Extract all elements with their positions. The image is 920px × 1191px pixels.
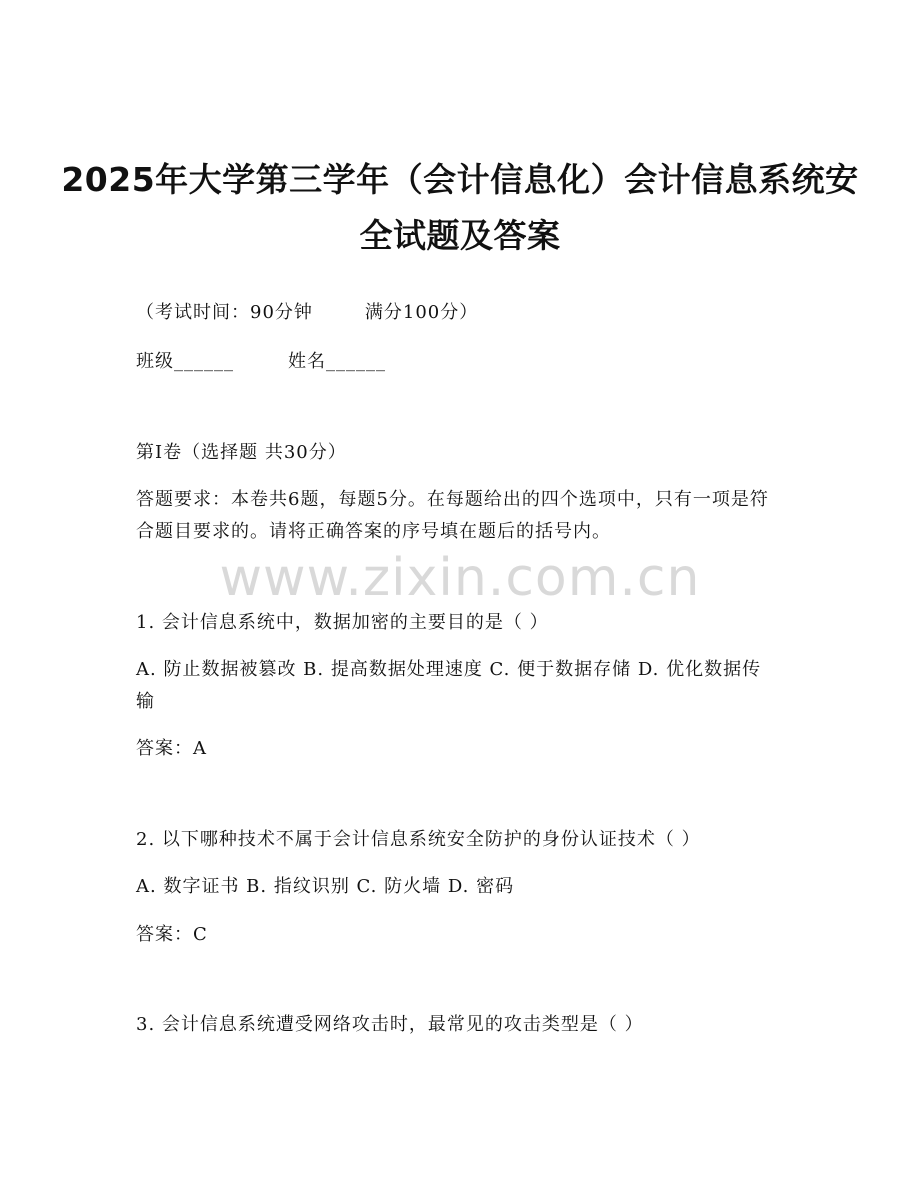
question-2-stem: 2. 以下哪种技术不属于会计信息系统安全防护的身份认证技术（ ） [136,829,701,850]
section-heading: 第I卷（选择题 共30分） [136,442,347,463]
exam-info [136,297,478,329]
question-1-answer: 答案：A [136,738,207,759]
watermark: www.zixin.com.cn [219,548,701,608]
full-score: 满分100分） [364,302,479,323]
question-2-options: A. 数字证书 B. 指纹识别 C. 防火墙 D. 密码 [136,876,515,897]
name-field-label: 姓名______ [288,351,386,372]
question-3-stem: 3. 会计信息系统遭受网络攻击时，最常见的攻击类型是（ ） [136,1014,644,1035]
question-2-answer: 答案：C [136,924,208,945]
instructions: 答题要求：本卷共6题，每题5分。在每题给出的四个选项中，只有一项是符合题目要求的。请将正确答案的序号填在题后的括号内。 [136,489,769,542]
exam-time: （考试时间：90分钟 [136,302,313,323]
question-1-options: A. 防止数据被篡改 B. 提高数据处理速度 C. 便于数据存储 D. 优化数据传输 [136,659,762,712]
student-info [136,346,386,378]
class-field-label: 班级______ [136,351,234,372]
document-title: 2025年大学第三学年（会计信息化）会计信息系统安全试题及答案 [61,160,859,255]
question-1-stem: 1. 会计信息系统中，数据加密的主要目的是（ ） [136,612,549,633]
